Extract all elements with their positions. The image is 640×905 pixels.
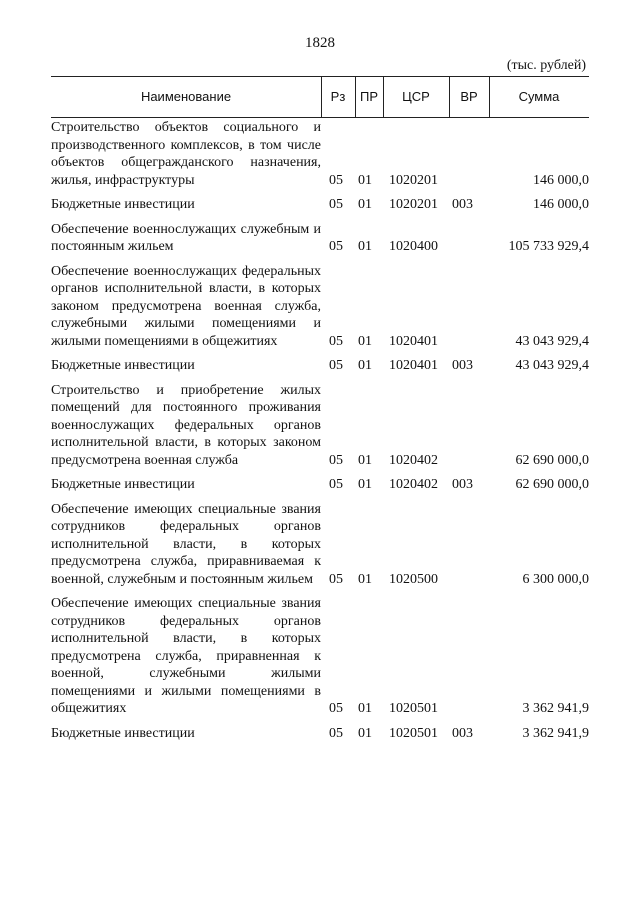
table-row [51,382,589,470]
table-body [51,119,589,749]
header-rz: Рз [330,89,346,104]
row-pr: 01 [358,571,372,587]
units-caption: (тыс. рублей) [506,58,586,73]
header-name: Наименование [140,89,232,104]
table-row [51,476,589,494]
row-sum: 6 300 000,0 [522,571,589,587]
table-row [51,725,589,743]
row-rz: 05 [329,477,343,492]
row-csr: 1020401 [389,358,438,373]
row-name: Обеспечение военнослужащих служебным и постоянным жильем [51,221,321,254]
row-rz: 05 [329,725,343,741]
row-pr: 01 [358,172,372,188]
row-csr: 1020402 [389,477,438,492]
row-name: Строительство объектов социального и производственного комплексов, в том числе объектов общегражданского назначения, жилья, инфраструктуры [51,120,321,188]
header-pr: ПР [359,89,378,104]
row-csr: 1020402 [389,452,438,468]
row-name: Обеспечение имеющих специальные звания сотрудников федеральных органов исполнительной власти, в которых предусмотрена служба, приравненная к военной, служебными жилыми помещениями и жилыми помещениями в общежитиях [51,596,321,716]
row-pr: 01 [358,358,372,373]
row-sum: 62 690 000,0 [515,477,589,492]
row-csr: 1020201 [389,197,438,212]
row-sum: 146 000,0 [533,197,589,212]
row-vr: 003 [452,477,473,492]
row-pr: 01 [358,725,372,741]
row-sum: 146 000,0 [533,172,589,188]
row-csr: 1020501 [389,701,438,716]
table-row [51,119,589,189]
header-vr: ВР [460,89,478,104]
header-csr: ЦСР [402,89,430,104]
page-number: 1828 [305,35,335,51]
table-row [51,263,589,351]
row-rz: 05 [329,358,343,373]
row-rz: 05 [329,239,343,254]
row-vr: 003 [452,358,473,373]
row-vr: 003 [452,725,473,741]
row-name: Бюджетные инвестиции [51,725,195,741]
row-sum: 62 690 000,0 [515,452,589,468]
row-name: Обеспечение имеющих специальные звания сотрудников федеральных органов исполнительной власти, в которых предусмотрена служба, приравниваемая к военной, служебным и постоянным жильем [51,501,321,587]
row-sum: 43 043 929,4 [515,333,589,349]
row-name: Обеспечение военнослужащих федеральных органов исполнительной власти, в которых законом предусмотрена военная служба, служебными жилыми помещениями и жилыми помещениями в общежитиях [51,263,321,349]
table-row [51,221,589,256]
row-sum: 3 362 941,9 [522,701,589,716]
row-sum: 3 362 941,9 [522,725,589,741]
row-pr: 01 [358,477,372,492]
header-sum: Сумма [518,89,560,104]
row-sum: 105 733 929,4 [508,239,589,254]
table-row [51,501,589,589]
row-csr: 1020201 [389,172,438,188]
row-pr: 01 [358,197,372,212]
row-csr: 1020400 [389,239,438,254]
table-row [51,196,589,214]
row-name: Строительство и приобретение жилых помещений для постоянного проживания военнослужащих федеральных органов исполнительной власти, в которых законом предусмотрена военная служба [51,382,321,468]
row-pr: 01 [358,333,372,349]
row-pr: 01 [358,452,372,468]
row-rz: 05 [329,197,343,212]
row-sum: 43 043 929,4 [515,358,589,373]
row-vr: 003 [452,197,473,212]
row-pr: 01 [358,701,372,716]
row-csr: 1020500 [389,571,438,587]
row-rz: 05 [329,452,343,468]
row-rz: 05 [329,333,343,349]
row-name: Бюджетные инвестиции [51,358,195,373]
row-rz: 05 [329,172,343,188]
row-name: Бюджетные инвестиции [51,477,195,492]
row-rz: 05 [329,571,343,587]
row-rz: 05 [329,701,343,716]
table-row [51,595,589,718]
table-header [51,76,589,118]
row-pr: 01 [358,239,372,254]
table-row [51,357,589,375]
row-csr: 1020401 [389,333,438,349]
row-name: Бюджетные инвестиции [51,197,195,212]
row-csr: 1020501 [389,725,438,741]
